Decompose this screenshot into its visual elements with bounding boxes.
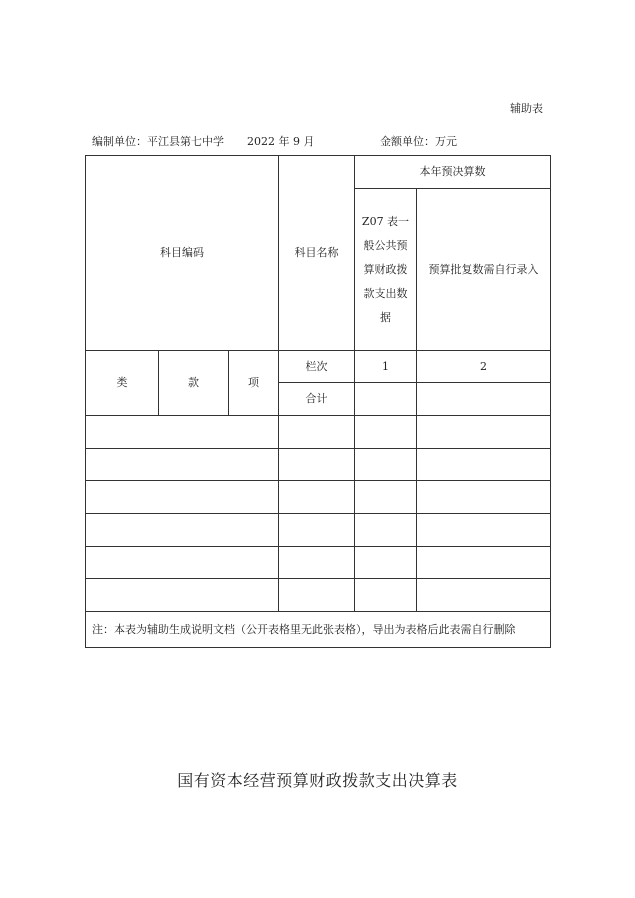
corner-label: 辅助表 bbox=[510, 102, 543, 115]
table-row bbox=[86, 579, 551, 612]
budget-table bbox=[85, 155, 551, 648]
header-manual-entry: 预算批复数需自行录入 bbox=[417, 189, 551, 351]
header-z07-data bbox=[355, 189, 417, 351]
document-title: 国有资本经营预算财政拨款支出决算表 bbox=[177, 771, 458, 790]
header-current-year: 本年预决算数 bbox=[355, 156, 551, 189]
report-date: 2022 年 9 月 bbox=[247, 135, 315, 148]
table-note: 注：本表为辅助生成说明文档（公开表格里无此张表格），导出为表格后此表需自行删除 bbox=[86, 612, 551, 648]
code-xiang: 项 bbox=[229, 351, 279, 416]
table-row bbox=[86, 449, 551, 481]
code-class: 类 bbox=[86, 351, 159, 416]
compiling-unit: 编制单位：平江县第七中学 bbox=[92, 135, 224, 148]
row-lanci: 栏次 bbox=[279, 351, 355, 383]
table-row bbox=[86, 547, 551, 579]
header-subject-name: 科目名称 bbox=[279, 156, 355, 351]
total-col-2 bbox=[417, 383, 551, 416]
amount-unit: 金额单位：万元 bbox=[380, 135, 457, 148]
table-row bbox=[86, 416, 551, 449]
row-total: 合计 bbox=[279, 383, 355, 416]
header-z07-data-text: Z07 表一般公共预算财政拨款支出数据 bbox=[361, 214, 410, 324]
lanci-2: 2 bbox=[417, 351, 551, 383]
total-col-1 bbox=[355, 383, 417, 416]
table-row bbox=[86, 514, 551, 547]
code-kuan: 款 bbox=[159, 351, 229, 416]
header-subject-code: 科目编码 bbox=[86, 156, 279, 351]
table-row bbox=[86, 481, 551, 514]
lanci-1: 1 bbox=[355, 351, 417, 383]
